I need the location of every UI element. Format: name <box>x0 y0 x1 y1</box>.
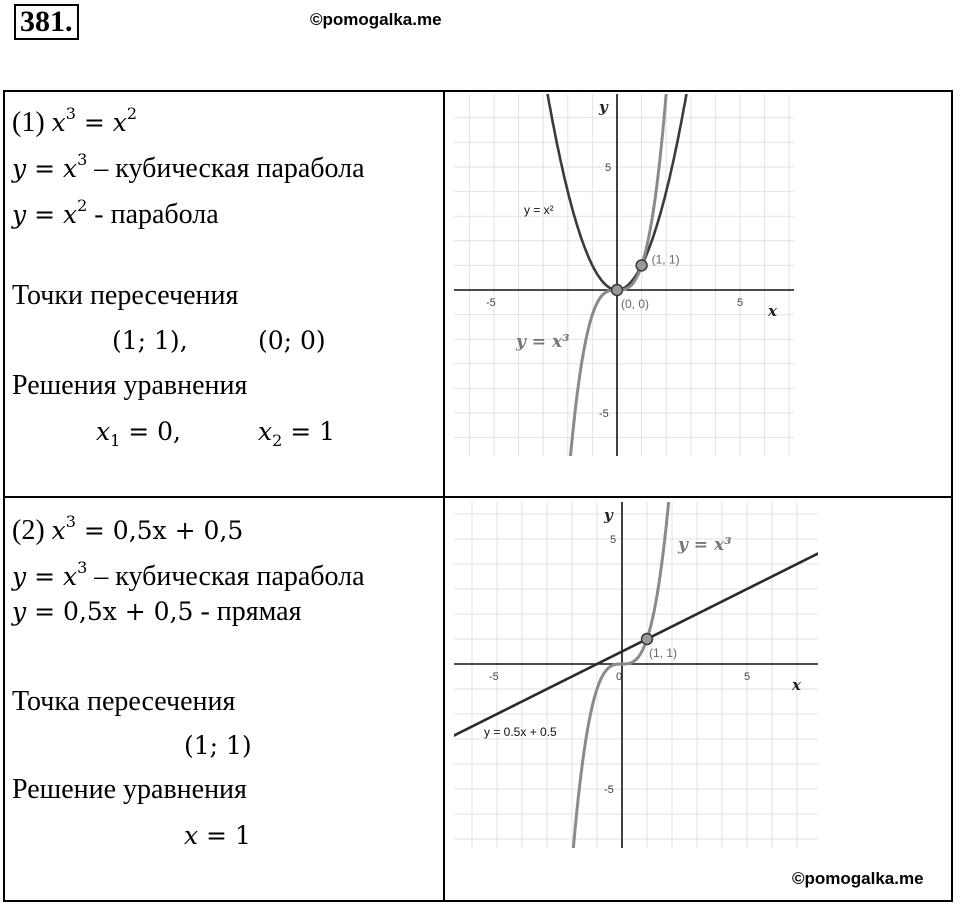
point-0-0 <box>612 285 623 296</box>
point-label-1-1: (1, 1) <box>651 252 680 267</box>
eq1-cubic-line: $y = x^3$ – кубическая парабола <box>12 150 365 184</box>
eq1-parabola-line: $y = x^2$ - парабола <box>12 196 219 230</box>
y-axis-label: y <box>604 506 613 524</box>
x-tick-label: 0 <box>616 671 623 683</box>
y-tick-label: 5 <box>605 162 612 174</box>
watermark-bottom: ©pomogalka.me <box>792 869 924 888</box>
table-divider-horizontal <box>3 496 953 498</box>
x-tick-label: 5 <box>737 297 744 309</box>
point-1-1 <box>642 634 653 645</box>
cubic-label: y = x³ <box>516 332 570 352</box>
x-axis-label: x <box>792 676 801 694</box>
solution-x: x = 1 <box>184 821 251 850</box>
intersection-point-c: (1; 1) <box>184 731 252 760</box>
cubic-label: y = x³ <box>678 535 732 555</box>
x-tick-label: 5 <box>744 671 751 683</box>
line-curve <box>454 552 818 740</box>
eq2-cubic-line: $y = x^3$ – кубическая парабола <box>12 558 365 592</box>
solution-x1: $x_1 = 0$, <box>96 417 181 450</box>
intersections-heading-1: Точки пересечения <box>12 280 239 311</box>
point-1-1 <box>636 260 647 271</box>
point-label-1-1: (1, 1) <box>649 646 678 660</box>
intersection-point-a: (1; 1), <box>112 326 188 355</box>
problem-number: 381. <box>14 4 79 40</box>
watermark-top: ©pomogalka.me <box>310 10 442 29</box>
eq1-line: (1) $x^3 = x^2$ <box>12 104 138 138</box>
eq2-line-function: y = 0,5x + 0,5 - прямая <box>12 596 302 627</box>
graph-1 <box>454 94 794 456</box>
y-tick-label: 5 <box>610 534 617 546</box>
x-axis-label: x <box>768 302 777 320</box>
x-tick-label: -5 <box>486 297 496 309</box>
eq2-line: (2) $x^3 = 0,5x + 0,5$ <box>12 512 244 546</box>
x-tick-label: -5 <box>489 671 499 683</box>
solution-heading-2: Решение уравнения <box>12 774 247 805</box>
solution-x2: $x_2 = 1$ <box>258 417 336 450</box>
parabola-label: y = x² <box>524 203 554 217</box>
y-axis-label: y <box>599 98 608 116</box>
intersection-heading-2: Точка пересечения <box>12 686 236 717</box>
line-label: y = 0.5x + 0.5 <box>484 725 557 739</box>
solutions-heading-1: Решения уравнения <box>12 370 248 401</box>
y-tick-label: -5 <box>599 408 609 420</box>
graph-2 <box>454 502 818 848</box>
point-label-0-0: (0, 0) <box>621 297 650 311</box>
intersection-point-b: (0; 0) <box>258 326 326 355</box>
y-tick-label: -5 <box>604 784 614 796</box>
